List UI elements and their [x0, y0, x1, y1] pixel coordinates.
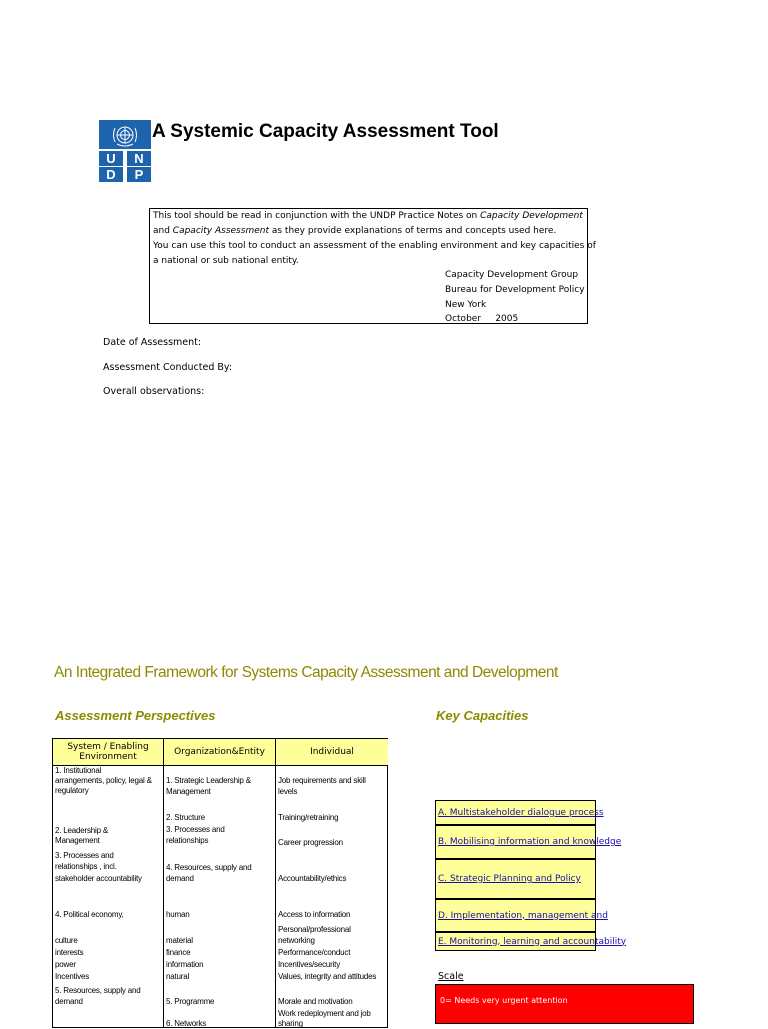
key-capacity-link-b[interactable]: B. Mobilising information and knowledge	[435, 825, 596, 859]
table-cell: relationships	[166, 836, 209, 845]
date-of-assessment-label: Date of Assessment:	[103, 337, 202, 348]
table-cell: 4. Political economy,	[55, 910, 124, 919]
signature-date: October 2005	[445, 314, 519, 324]
table-cell: natural	[166, 972, 190, 981]
note-line-2: and Capacity Assessment as they provide explanations of terms and concepts used here.	[153, 226, 557, 236]
logo-letter: P	[127, 167, 151, 182]
table-cell: Job requirements and skill	[278, 776, 366, 785]
column-header-system: System / Enabling Environment	[53, 739, 164, 766]
framework-title: An Integrated Framework for Systems Capacity Assessment and Development	[54, 664, 558, 681]
table-cell: Access to information	[278, 910, 351, 919]
signature-line: Bureau for Development Policy	[445, 285, 585, 295]
practice-note-capacity-development: Capacity Development	[480, 211, 583, 221]
key-capacity-link-c[interactable]: C. Strategic Planning and Policy	[435, 859, 596, 899]
key-capacity-link-e[interactable]: E. Monitoring, learning and accountability	[435, 932, 596, 951]
page-title: A Systemic Capacity Assessment Tool	[152, 121, 499, 142]
table-cell: 5. Programme	[166, 997, 215, 1006]
table-cell: Accountability/ethics	[278, 874, 347, 883]
table-cell: Performance/conduct	[278, 948, 351, 957]
table-cell: information	[166, 960, 204, 969]
table-cell: 1. Strategic Leadership &	[166, 776, 251, 785]
table-cell: Morale and motivation	[278, 997, 353, 1006]
table-cell: culture	[55, 936, 78, 945]
practice-note-capacity-assessment: Capacity Assessment	[172, 226, 269, 236]
key-capacities-heading: Key Capacities	[436, 708, 529, 723]
table-cell: sharing	[278, 1019, 303, 1028]
overall-observations-label: Overall observations:	[103, 386, 205, 397]
assessment-conducted-by-label: Assessment Conducted By:	[103, 362, 233, 373]
column-header-organization: Organization&Entity	[164, 739, 276, 766]
assessment-perspectives-table	[52, 738, 388, 1028]
table-cell: demand	[55, 997, 83, 1006]
scale-label: Scale	[438, 971, 464, 982]
assessment-perspectives-heading: Assessment Perspectives	[55, 708, 216, 723]
table-cell: 3. Processes and	[55, 851, 114, 860]
table-cell: 4. Resources, supply and	[166, 863, 252, 872]
table-cell: Personal/professional	[278, 925, 351, 934]
key-capacity-link-d[interactable]: D. Implementation, management and	[435, 899, 596, 932]
key-capacity-link-a[interactable]: A. Multistakeholder dialogue process	[435, 800, 596, 825]
column-header-individual: Individual	[276, 739, 388, 766]
table-cell: Work redeployment and job	[278, 1009, 371, 1018]
signature-line: New York	[445, 300, 487, 310]
undp-logo	[99, 120, 151, 182]
table-cell: 1. Institutional	[55, 766, 102, 775]
scale-level-0: 0= Needs very urgent attention	[435, 984, 694, 1024]
table-cell: levels	[278, 787, 298, 796]
table-cell: arrangements, policy, legal &	[55, 776, 152, 785]
table-cell: human	[166, 910, 190, 919]
table-cell: demand	[166, 874, 194, 883]
note-line-1: This tool should be read in conjunction with the UNDP Practice Notes on Capacity Development	[153, 211, 583, 221]
table-cell: Incentives/security	[278, 960, 341, 969]
table-cell: finance	[166, 948, 191, 957]
intro-note-box	[149, 208, 596, 324]
table-cell: regulatory	[55, 786, 89, 795]
table-cell: 2. Structure	[166, 813, 205, 822]
table-cell: 2. Leadership &	[55, 826, 109, 835]
note-line-4: a national or sub national entity.	[153, 256, 299, 266]
table-cell: interests	[55, 948, 84, 957]
table-cell: stakeholder accountability	[55, 874, 142, 883]
logo-letter: U	[99, 151, 123, 166]
table-cell: networking	[278, 936, 315, 945]
table-cell: Management	[166, 787, 211, 796]
logo-letter: N	[127, 151, 151, 166]
signature-line: Capacity Development Group	[445, 270, 579, 280]
logo-letter: D	[99, 167, 123, 182]
table-cell: 6. Networks	[166, 1019, 207, 1028]
table-cell: 3. Processes and	[166, 825, 225, 834]
table-cell: Training/retraining	[278, 813, 339, 822]
table-cell: Management	[55, 836, 100, 845]
table-cell: Incentives	[55, 972, 90, 981]
note-line-3: You can use this tool to conduct an assessment of the enabling environment and key capacities of	[153, 241, 596, 251]
table-cell: power	[55, 960, 76, 969]
table-cell: Values, integrity and attitudes	[278, 972, 377, 981]
table-cell: Career progression	[278, 838, 343, 847]
un-emblem-icon	[99, 120, 151, 149]
table-cell: relationships , incl.	[55, 862, 117, 871]
table-cell: material	[166, 936, 193, 945]
table-cell: 5. Resources, supply and	[55, 986, 141, 995]
